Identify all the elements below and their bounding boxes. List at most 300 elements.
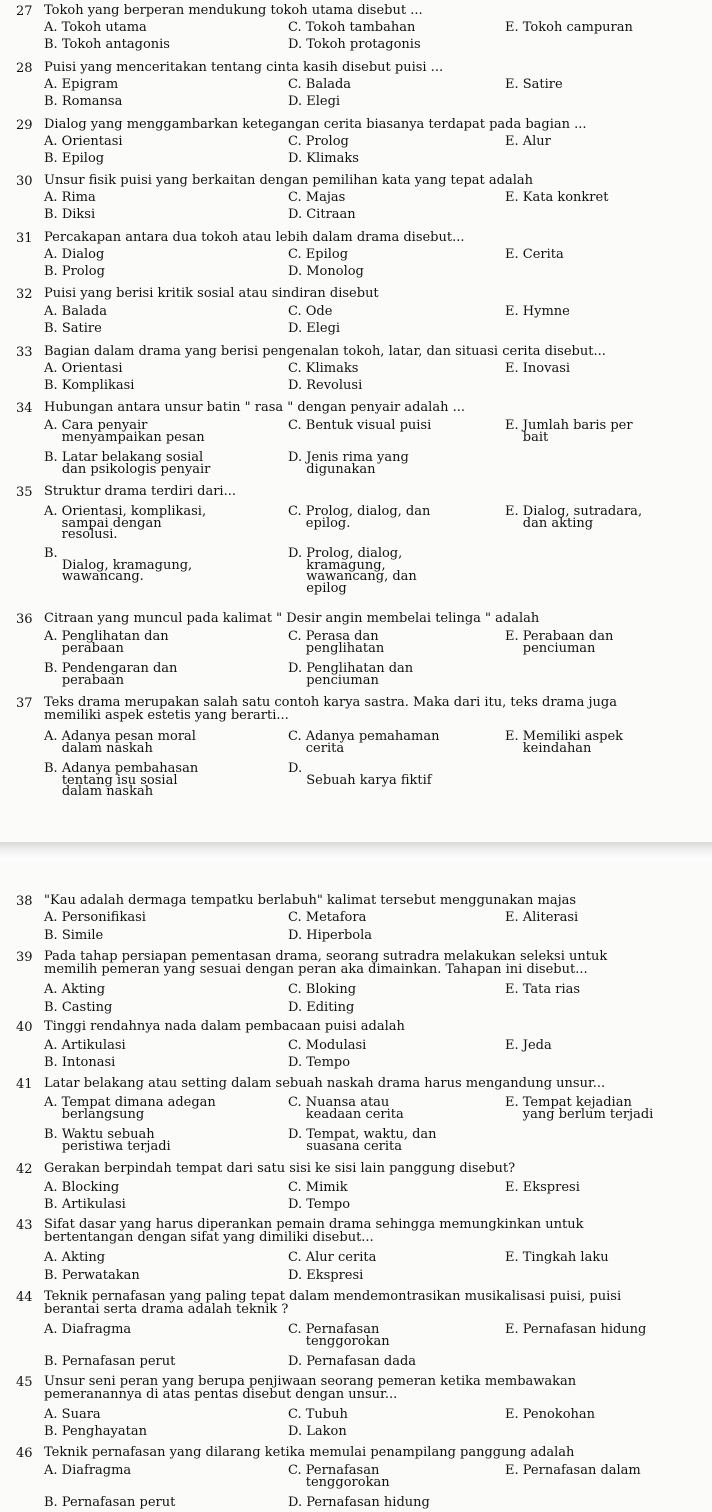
answer-option-b[interactable] — [44, 548, 192, 583]
option-letter: E. — [505, 982, 519, 997]
option-letter: A. — [44, 134, 58, 149]
option-letter: B. — [44, 546, 58, 561]
option-letter: C. — [288, 982, 302, 997]
option-text: Akting — [61, 982, 106, 997]
question-text: Hubungan antara unsur batin " rasa " dengan penyair adalah ... — [44, 400, 465, 415]
option-text: Simile — [61, 928, 104, 943]
answer-option-c[interactable] — [288, 1182, 348, 1194]
option-letter: C. — [288, 629, 302, 644]
question-text: Tinggi rendahnya nada dalam pembacaan puisi adalah — [44, 1019, 405, 1034]
option-text: Komplikasi — [61, 378, 135, 393]
question-number: 29 — [16, 118, 33, 133]
option-text: Hymne — [522, 304, 570, 319]
answer-option-a[interactable] — [44, 306, 107, 318]
option-text: Perwatakan — [61, 1268, 140, 1283]
answer-option-c[interactable] — [288, 420, 431, 432]
option-letter: E. — [505, 1407, 519, 1422]
answer-option-b[interactable] — [44, 1356, 175, 1368]
option-text: Latar belakang sosial dan psikologis penyair — [61, 450, 211, 477]
answer-option-d[interactable] — [288, 930, 372, 942]
option-letter: A. — [44, 418, 58, 433]
option-text: Dialog, sutradara, dan akting — [522, 504, 643, 531]
option-text: Elegi — [306, 94, 341, 109]
option-text: Tokoh antagonis — [61, 37, 170, 52]
option-letter: B. — [44, 1354, 58, 1369]
option-text: Pernafasan hidung — [306, 1495, 430, 1510]
option-text: Pendengaran dan perabaan — [61, 661, 178, 688]
answer-option-b[interactable] — [44, 266, 105, 278]
answer-option-c[interactable] — [288, 1324, 390, 1347]
answer-option-b[interactable] — [44, 1497, 175, 1509]
option-letter: C. — [288, 134, 302, 149]
answer-option-c[interactable] — [288, 1040, 366, 1052]
option-letter: D. — [288, 1055, 303, 1070]
option-letter: B. — [44, 761, 58, 776]
answer-option-d[interactable] — [288, 663, 413, 686]
answer-option-c[interactable] — [288, 306, 332, 318]
answer-option-b[interactable] — [44, 1270, 140, 1282]
option-letter: D. — [288, 321, 303, 336]
question-number: 31 — [16, 231, 33, 246]
option-text: Alur cerita — [305, 1250, 377, 1265]
answer-option-a[interactable] — [44, 1324, 131, 1336]
answer-option-a[interactable] — [44, 249, 104, 261]
answer-option-b[interactable] — [44, 1426, 147, 1438]
answer-option-a[interactable] — [44, 1182, 119, 1194]
option-text: Tokoh protagonis — [306, 37, 421, 52]
option-letter: A. — [44, 1250, 58, 1265]
option-letter: A. — [44, 247, 58, 262]
option-text: Bentuk visual puisi — [305, 418, 432, 433]
option-text: Artikulasi — [61, 1197, 126, 1212]
option-text: Tempat dimana adegan berlangsung — [61, 1095, 216, 1122]
option-text: Penokohan — [522, 1407, 596, 1422]
option-letter: D. — [288, 151, 303, 166]
question-number: 46 — [16, 1446, 33, 1461]
option-text: Inovasi — [522, 361, 571, 376]
answer-option-c[interactable] — [288, 22, 415, 34]
answer-option-e[interactable] — [505, 363, 570, 375]
option-letter: D. — [288, 546, 303, 561]
option-letter: A. — [44, 910, 58, 925]
answer-option-e[interactable] — [505, 984, 580, 996]
option-letter: E. — [505, 1095, 519, 1110]
option-letter: D. — [288, 37, 303, 52]
question-number: 43 — [16, 1218, 33, 1233]
option-text: Monolog — [306, 264, 364, 279]
answer-option-a[interactable] — [44, 631, 169, 654]
option-letter: A. — [44, 1407, 58, 1422]
answer-option-e[interactable] — [505, 1182, 580, 1194]
option-letter: A. — [44, 729, 58, 744]
option-letter: C. — [288, 504, 302, 519]
option-text: Prolog, dialog, kramagung, wawancang, dan epilog — [306, 546, 417, 596]
option-letter: C. — [288, 20, 302, 35]
option-letter: E. — [505, 418, 519, 433]
option-text: Artikulasi — [61, 1038, 126, 1053]
option-text: Tempat kejadian yang berlum terjadi — [522, 1095, 654, 1122]
answer-option-a[interactable] — [44, 420, 205, 443]
option-letter: E. — [505, 1180, 519, 1195]
option-text: Pernafasan perut — [61, 1354, 176, 1369]
answer-option-c[interactable] — [288, 136, 349, 148]
answer-option-c[interactable] — [288, 1097, 404, 1120]
option-letter: C. — [288, 1180, 302, 1195]
option-letter: A. — [44, 629, 58, 644]
option-text: Pernafasan tenggorokan — [305, 1322, 390, 1349]
option-letter: B. — [44, 264, 58, 279]
answer-option-c[interactable] — [288, 506, 430, 529]
option-text: Diafragma — [61, 1322, 132, 1337]
option-text: Diksi — [61, 207, 96, 222]
option-letter: A. — [44, 304, 58, 319]
option-letter: C. — [288, 1038, 302, 1053]
answer-option-c[interactable] — [288, 363, 358, 375]
question-text: Percakapan antara dua tokoh atau lebih dalam drama disebut... — [44, 230, 465, 245]
question-number: 40 — [16, 1020, 33, 1035]
answer-option-d[interactable] — [288, 1356, 416, 1368]
question-number: 36 — [16, 612, 33, 627]
option-letter: B. — [44, 378, 58, 393]
option-text: Intonasi — [61, 1055, 116, 1070]
answer-option-e[interactable] — [505, 249, 564, 261]
option-text: Nuansa atau keadaan cerita — [305, 1095, 404, 1122]
question-number: 28 — [16, 61, 33, 76]
option-letter: A. — [44, 1180, 58, 1195]
option-text: Epigram — [61, 77, 119, 92]
option-text: Epilog — [305, 247, 349, 262]
answer-option-b[interactable] — [44, 1002, 112, 1014]
answer-option-d[interactable] — [288, 1129, 437, 1152]
option-text: Perabaan dan penciuman — [522, 629, 614, 656]
answer-option-a[interactable] — [44, 363, 123, 375]
option-text: Satire — [61, 321, 102, 336]
answer-option-b[interactable] — [44, 96, 122, 108]
question-text: Tokoh yang berperan mendukung tokoh utama disebut ... — [44, 3, 423, 18]
question-number: 38 — [16, 894, 33, 909]
answer-option-c[interactable] — [288, 984, 356, 996]
answer-option-b[interactable] — [44, 930, 103, 942]
answer-option-c[interactable] — [288, 1409, 348, 1421]
answer-option-d[interactable] — [288, 452, 409, 475]
question-number: 35 — [16, 485, 33, 500]
option-letter: B. — [44, 1495, 58, 1510]
option-text: Satire — [522, 77, 563, 92]
option-letter: E. — [505, 1463, 519, 1478]
option-letter: B. — [44, 151, 58, 166]
answer-option-b[interactable] — [44, 452, 210, 475]
option-text: Majas — [305, 190, 346, 205]
option-letter: E. — [505, 304, 519, 319]
page-divider — [0, 842, 712, 860]
option-letter: C. — [288, 77, 302, 92]
question-text: Dialog yang menggambarkan ketegangan cerita biasanya terdapat pada bagian ... — [44, 117, 587, 132]
answer-option-c[interactable] — [288, 249, 348, 261]
option-text: Tubuh — [305, 1407, 348, 1422]
answer-option-b[interactable] — [44, 153, 104, 165]
option-letter: E. — [505, 1250, 519, 1265]
answer-option-d[interactable] — [288, 1057, 350, 1069]
answer-option-a[interactable] — [44, 506, 206, 541]
option-letter: B. — [44, 1424, 58, 1439]
question-number: 34 — [16, 401, 33, 416]
option-letter: B. — [44, 928, 58, 943]
question-number: 30 — [16, 174, 33, 189]
option-letter: D. — [288, 1424, 303, 1439]
option-letter: A. — [44, 77, 58, 92]
option-text: Sebuah karya fiktif — [306, 772, 432, 788]
option-letter: B. — [44, 1127, 58, 1142]
question-text: Gerakan berpindah tempat dari satu sisi ke sisi lain panggung disebut? — [44, 1161, 516, 1176]
answer-option-d[interactable] — [288, 1270, 363, 1282]
option-text: Pernafasan tenggorokan — [305, 1463, 390, 1490]
option-text: Orientasi — [61, 361, 123, 376]
question-number: 41 — [16, 1077, 33, 1092]
option-letter: D. — [288, 264, 303, 279]
option-text: Jumlah baris per bait — [522, 418, 633, 445]
option-text: Adanya pemahaman cerita — [305, 729, 440, 756]
option-letter: D. — [288, 761, 303, 776]
question-text: "Kau adalah dermaga tempatku berlabuh" kalimat tersebut menggunakan majas — [44, 893, 577, 908]
answer-option-e[interactable] — [505, 912, 578, 924]
option-text: Klimaks — [305, 361, 359, 376]
answer-option-a[interactable] — [44, 1409, 101, 1421]
option-letter: B. — [44, 207, 58, 222]
answer-option-c[interactable] — [288, 1465, 390, 1488]
option-text: Tempat, waktu, dan suasana cerita — [306, 1127, 437, 1154]
answer-option-d[interactable] — [288, 1002, 354, 1014]
option-letter: C. — [288, 247, 302, 262]
option-text: Hiperbola — [306, 928, 373, 943]
option-letter: E. — [505, 1038, 519, 1053]
answer-option-d[interactable] — [288, 1199, 350, 1211]
answer-option-e[interactable] — [505, 306, 570, 318]
question-text: Teks drama merupakan salah satu contoh karya sastra. Maka dari itu, teks drama juga memiliki aspek estetis yang berarti... — [44, 695, 617, 723]
answer-option-e[interactable] — [505, 192, 608, 204]
answer-option-e[interactable] — [505, 631, 613, 654]
option-text: Orientasi, komplikasi, sampai dengan resolusi. — [61, 504, 207, 542]
question-number: 37 — [16, 696, 33, 711]
option-text: Modulasi — [305, 1038, 367, 1053]
option-text: Penglihatan dan perabaan — [61, 629, 169, 656]
option-letter: C. — [288, 1322, 302, 1337]
answer-option-a[interactable] — [44, 984, 105, 996]
answer-option-b[interactable] — [44, 323, 102, 335]
option-letter: C. — [288, 1250, 302, 1265]
question-text: Bagian dalam drama yang berisi pengenalan tokoh, latar, dan situasi cerita disebut... — [44, 344, 606, 359]
option-text: Pernafasan dada — [306, 1354, 417, 1369]
option-text: Personifikasi — [61, 910, 146, 925]
option-text: Revolusi — [306, 378, 363, 393]
option-text: Jeda — [522, 1038, 552, 1053]
option-text: Balada — [61, 304, 107, 319]
option-letter: D. — [288, 1268, 303, 1283]
question-text: Teknik pernafasan yang dilarang ketika memulai penampilang panggung adalah — [44, 1445, 575, 1460]
answer-option-e[interactable] — [505, 1324, 646, 1336]
option-letter: A. — [44, 1095, 58, 1110]
answer-option-b[interactable] — [44, 380, 134, 392]
answer-option-a[interactable] — [44, 1252, 105, 1264]
answer-option-c[interactable] — [288, 79, 351, 91]
option-letter: B. — [44, 1268, 58, 1283]
answer-option-e[interactable] — [505, 1409, 595, 1421]
answer-option-e[interactable] — [505, 731, 623, 754]
answer-option-c[interactable] — [288, 731, 440, 754]
option-text: Ode — [305, 304, 333, 319]
option-letter: B. — [44, 321, 58, 336]
answer-option-e[interactable] — [505, 506, 642, 529]
answer-option-c[interactable] — [288, 631, 384, 654]
option-text: Waktu sebuah peristiwa terjadi — [61, 1127, 171, 1154]
question-number: 32 — [16, 287, 33, 302]
answer-option-e[interactable] — [505, 420, 633, 443]
answer-option-d[interactable] — [288, 153, 359, 165]
option-text: Memiliki aspek keindahan — [522, 729, 624, 756]
question-text: Unsur seni peran yang berupa penjiwaan seorang pemeran ketika membawakan pemeranannya di atas pentas disebut dengan unsur... — [44, 1374, 577, 1402]
answer-option-a[interactable] — [44, 1097, 216, 1120]
answer-option-b[interactable] — [44, 39, 170, 51]
option-letter: C. — [288, 910, 302, 925]
answer-option-c[interactable] — [288, 192, 345, 204]
option-letter: B. — [44, 1197, 58, 1212]
question-number: 44 — [16, 1290, 33, 1305]
option-letter: D. — [288, 928, 303, 943]
answer-option-c[interactable] — [288, 912, 366, 924]
answer-option-e[interactable] — [505, 79, 563, 91]
option-letter: A. — [44, 1038, 58, 1053]
option-text: Romansa — [61, 94, 123, 109]
question-text: Pada tahap persiapan pementasan drama, seorang sutradra melakukan seleksi untuk memilih pemeran yang sesuai dengan peran aka dimainkan. Tahapan ini disebut... — [44, 949, 608, 977]
option-text: Perasa dan penglihatan — [305, 629, 385, 656]
option-text: Aliterasi — [522, 910, 579, 925]
answer-option-d[interactable] — [288, 1426, 347, 1438]
option-text: Ekspresi — [522, 1180, 580, 1195]
option-letter: C. — [288, 1095, 302, 1110]
answer-option-d[interactable] — [288, 380, 362, 392]
answer-option-e[interactable] — [505, 1252, 609, 1264]
option-letter: A. — [44, 20, 58, 35]
option-letter: E. — [505, 504, 519, 519]
option-letter: D. — [288, 1000, 303, 1015]
option-text: Adanya pesan moral dalam naskah — [61, 729, 196, 756]
answer-option-e[interactable] — [505, 1465, 641, 1477]
option-letter: C. — [288, 729, 302, 744]
question-text: Puisi yang berisi kritik sosial atau sindiran disebut — [44, 286, 379, 301]
answer-option-d[interactable] — [288, 39, 421, 51]
option-text: Jenis rima yang digunakan — [306, 450, 409, 477]
option-letter: D. — [288, 450, 303, 465]
option-letter: E. — [505, 729, 519, 744]
option-text: Kata konkret — [522, 190, 609, 205]
option-letter: A. — [44, 982, 58, 997]
question-text: Sifat dasar yang harus diperankan pemain drama sehingga memungkinkan untuk bertentangan dengan sifat yang dimiliki disebut... — [44, 1217, 584, 1245]
option-letter: C. — [288, 418, 302, 433]
option-letter: A. — [44, 1463, 58, 1478]
option-letter: A. — [44, 361, 58, 376]
answer-option-b[interactable] — [44, 763, 198, 798]
option-letter: C. — [288, 190, 302, 205]
answer-option-d[interactable] — [288, 209, 356, 221]
option-text: Penglihatan dan penciuman — [306, 661, 414, 688]
option-letter: B. — [44, 1000, 58, 1015]
option-letter: E. — [505, 77, 519, 92]
option-letter: D. — [288, 1127, 303, 1142]
option-letter: E. — [505, 629, 519, 644]
answer-option-d[interactable] — [288, 548, 417, 594]
answer-option-e[interactable] — [505, 1097, 653, 1120]
option-text: Tempo — [306, 1197, 351, 1212]
option-text: Penghayatan — [61, 1424, 147, 1439]
option-text: Prolog, dialog, dan epilog. — [305, 504, 431, 531]
answer-option-d[interactable] — [288, 266, 364, 278]
option-text: Prolog — [305, 134, 349, 149]
option-letter: D. — [288, 94, 303, 109]
option-text: Citraan — [306, 207, 356, 222]
answer-option-e[interactable] — [505, 136, 551, 148]
option-text: Tokoh campuran — [522, 20, 633, 35]
option-letter: D. — [288, 378, 303, 393]
answer-option-a[interactable] — [44, 79, 118, 91]
option-letter: E. — [505, 910, 519, 925]
option-text: Tata rias — [522, 982, 581, 997]
answer-option-c[interactable] — [288, 1252, 376, 1264]
answer-option-d[interactable] — [288, 1497, 430, 1509]
answer-option-e[interactable] — [505, 22, 633, 34]
answer-option-d[interactable] — [288, 763, 432, 786]
option-letter: A. — [44, 190, 58, 205]
option-letter: D. — [288, 661, 303, 676]
answer-option-a[interactable] — [44, 136, 123, 148]
answer-option-a[interactable] — [44, 1040, 126, 1052]
option-letter: E. — [505, 361, 519, 376]
option-letter: B. — [44, 1055, 58, 1070]
option-letter: C. — [288, 304, 302, 319]
answer-option-d[interactable] — [288, 96, 340, 108]
option-letter: B. — [44, 661, 58, 676]
option-letter: C. — [288, 361, 302, 376]
option-letter: E. — [505, 20, 519, 35]
answer-option-a[interactable] — [44, 22, 147, 34]
answer-option-a[interactable] — [44, 1465, 131, 1477]
question-number: 39 — [16, 950, 33, 965]
question-text: Puisi yang menceritakan tentang cinta kasih disebut puisi ... — [44, 60, 444, 75]
answer-option-b[interactable] — [44, 663, 177, 686]
option-letter: E. — [505, 190, 519, 205]
answer-option-d[interactable] — [288, 323, 340, 335]
question-number: 45 — [16, 1375, 33, 1390]
option-letter: D. — [288, 1197, 303, 1212]
option-letter: E. — [505, 247, 519, 262]
answer-option-a[interactable] — [44, 912, 146, 924]
question-number: 42 — [16, 1162, 33, 1177]
answer-option-a[interactable] — [44, 731, 196, 754]
option-letter: D. — [288, 1495, 303, 1510]
answer-option-b[interactable] — [44, 1199, 126, 1211]
option-text: Mimik — [305, 1180, 348, 1195]
answer-option-b[interactable] — [44, 209, 95, 221]
option-letter: B. — [44, 450, 58, 465]
answer-option-e[interactable] — [505, 1040, 552, 1052]
option-text: Cerita — [522, 247, 564, 262]
question-number: 33 — [16, 345, 33, 360]
option-text: Tokoh tambahan — [305, 20, 416, 35]
answer-option-a[interactable] — [44, 192, 96, 204]
answer-option-b[interactable] — [44, 1057, 115, 1069]
option-letter: E. — [505, 134, 519, 149]
answer-option-b[interactable] — [44, 1129, 171, 1152]
option-text: Suara — [61, 1407, 101, 1422]
option-text: Pernafasan dalam — [522, 1463, 641, 1478]
